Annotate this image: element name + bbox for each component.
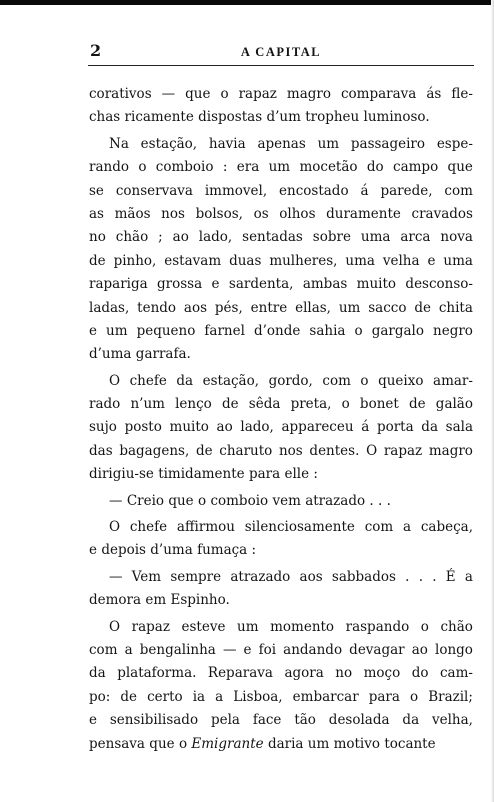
text-line: no chão ; ao lado, sentadas sobre uma arca nova [89, 229, 473, 246]
paragraph [89, 516, 473, 563]
text-line: rapariga grossa e sardenta, ambas muito desconso- [89, 276, 473, 293]
text-line: se conservava immovel, encostado á parede, com [89, 182, 473, 199]
paragraph [89, 133, 473, 367]
text-body [89, 83, 473, 756]
page-top-border [0, 0, 494, 5]
paragraph [89, 370, 473, 487]
text-line: O rapaz esteve um momento raspando o chão [109, 618, 473, 635]
paragraph [89, 490, 473, 513]
text-line: d’uma garrafa. [89, 346, 191, 363]
text-line: dirigiu-se timidamente para elle : [89, 466, 318, 483]
text-line: O chefe da estação, gordo, com o queixo amar- [109, 372, 473, 389]
text-line: demora em Espinho. [89, 592, 230, 609]
text-line: sujo posto muito ao lado, appareceu á porta da sala [89, 419, 473, 436]
text-line: e depois d’uma fumaça : [89, 542, 257, 559]
text-line: ladas, tendo aos pés, entre ellas, um sacco de chita [89, 299, 473, 316]
text-line: com a bengalinha — e foi andando devagar ao longo [89, 641, 473, 658]
text-line: e um pequeno farnel d’onde sahia o gargalo negro [89, 322, 473, 339]
paragraph [89, 83, 473, 130]
text-line: O chefe affirmou silenciosamente com a cabeça, [109, 519, 473, 536]
text-line: rado n’um lenço de sêda preta, o bonet de galão [89, 396, 473, 413]
text-line: Na estação, havia apenas um passageiro espe- [109, 135, 473, 152]
text-line: as mãos nos bolsos, os olhos duramente cravados [89, 205, 473, 222]
header-rule [88, 65, 474, 66]
text-line: das bagagens, de charuto nos dentes. O rapaz magro [89, 442, 473, 459]
text-line: — Creio que o comboio vem atrazado . . . [109, 492, 391, 509]
text-line: e sensibilisado pela face tão desolada da velha, [89, 712, 473, 729]
paragraph [89, 616, 473, 756]
text-line: corativos — que o rapaz magro comparava ás fle- [89, 86, 473, 102]
paragraph [89, 566, 473, 613]
text-line: — Vem sempre atrazado aos sabbados . . . É a [109, 568, 473, 585]
text-line: da plataforma. Reparava agora no moço do cam- [89, 665, 473, 682]
page-number: 2 [90, 41, 102, 60]
text-line: chas ricamente dispostas d’um tropheu luminoso. [89, 109, 430, 126]
text-line: pensava que o Emigrante daria um motivo tocante [89, 735, 436, 752]
text-line: po: de certo ia a Lisboa, embarcar para o Brazil; [89, 688, 473, 705]
text-line: de pinho, estavam duas mulheres, uma velha e uma [89, 252, 473, 269]
running-title: A CAPITAL [240, 45, 322, 59]
text-line: rando o comboio : era um mocetão do campo que [89, 159, 473, 176]
page-header [88, 40, 474, 62]
